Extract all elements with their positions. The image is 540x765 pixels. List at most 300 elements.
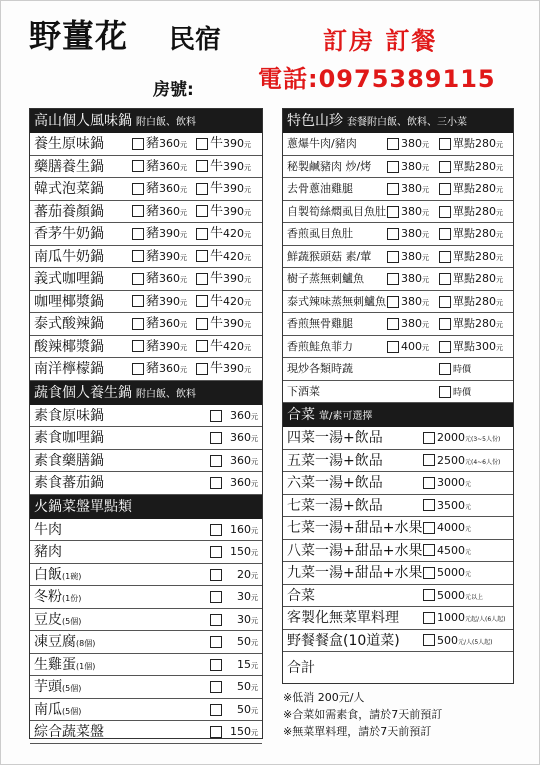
pork-checkbox[interactable] [132, 273, 144, 285]
item-checkbox[interactable] [423, 454, 435, 466]
item-checkbox[interactable] [423, 544, 435, 556]
checkbox-cell [210, 427, 224, 449]
item-name: 合菜 [287, 587, 315, 604]
item-name: 七菜一湯+甜品+水果 [287, 520, 423, 536]
set-option [387, 201, 429, 224]
logo: 野薑花 [29, 17, 129, 55]
item-name: 下酒菜 [287, 384, 320, 398]
single-option [439, 268, 503, 291]
note-line: ※無菜單料理，請於7天前預訂 [283, 725, 432, 738]
menu-row [283, 630, 513, 653]
unit: 元 [251, 661, 258, 670]
market-checkbox[interactable] [439, 386, 451, 398]
item-checkbox[interactable] [423, 499, 435, 511]
price-option [423, 427, 500, 450]
item-qty: (5個) [62, 684, 82, 693]
unit: 元 [251, 480, 258, 488]
unit: 元 [244, 231, 252, 239]
price: 360 [159, 204, 181, 218]
menu-row [283, 562, 513, 585]
single-checkbox[interactable] [439, 228, 451, 240]
price: 420 [223, 227, 245, 240]
unit: 元 [180, 141, 188, 149]
price-cell [230, 472, 258, 495]
price: 280 [475, 159, 496, 173]
unit: 元 [244, 276, 252, 284]
unit: 元 [422, 208, 429, 217]
item-checkbox[interactable] [210, 410, 222, 422]
price-cell [230, 450, 258, 473]
item-checkbox[interactable] [423, 477, 435, 489]
unit: 元 [180, 163, 188, 172]
item-name: 義式咖哩鍋 [34, 271, 104, 287]
set-checkbox[interactable] [387, 183, 399, 195]
set-checkbox[interactable] [387, 206, 399, 218]
set-checkbox[interactable] [387, 251, 399, 263]
price: 30 [237, 612, 251, 626]
item-name: 冬粉 [34, 589, 62, 605]
unit: 元(4~6人份) [465, 458, 501, 466]
checkbox-cell [210, 405, 224, 427]
item-qty: (8個) [76, 639, 96, 648]
single-checkbox[interactable] [439, 251, 451, 263]
price-option [423, 450, 500, 473]
price: 420 [223, 294, 245, 308]
price: 360 [230, 408, 251, 422]
beef-checkbox[interactable] [196, 205, 208, 217]
alpine-hotpot-list [30, 133, 262, 381]
pork-option [132, 156, 187, 179]
beef-checkbox[interactable] [196, 228, 208, 240]
item-checkbox[interactable] [423, 432, 435, 444]
unit: 元 [244, 343, 252, 352]
price: 360 [230, 453, 251, 467]
option-label: 豬 [146, 361, 160, 376]
beef-checkbox[interactable] [196, 363, 208, 375]
pork-checkbox[interactable] [132, 183, 144, 195]
item-name: 南瓜 [34, 701, 62, 718]
menu-row [30, 156, 262, 179]
market-checkbox[interactable] [439, 363, 451, 375]
item-name: 去骨蔥油雞腿 [287, 182, 353, 195]
price: 280 [475, 294, 496, 308]
set-option [387, 268, 429, 291]
menu-row [283, 540, 513, 563]
item-name: 樹子蒸無刺鱸魚 [287, 272, 364, 285]
price: 5000 [437, 566, 465, 579]
set-checkbox[interactable] [387, 318, 399, 330]
menu-row [283, 178, 513, 201]
menu-row [283, 156, 513, 179]
item-name: 芋頭 [34, 679, 62, 695]
single-option [439, 336, 503, 359]
beef-option [196, 291, 251, 314]
price: 360 [159, 317, 181, 330]
item-checkbox[interactable] [423, 567, 435, 579]
item-name: 泰式辣味蒸無刺鱸魚 [287, 294, 386, 308]
price: 3000 [437, 476, 465, 489]
price: 390 [159, 339, 181, 353]
beef-checkbox[interactable] [196, 160, 208, 172]
price-option [423, 562, 471, 585]
item-checkbox[interactable] [210, 432, 222, 444]
menu-row [283, 201, 513, 224]
item-qty: (5個) [62, 616, 82, 626]
single-checkbox[interactable] [439, 206, 451, 218]
option-label: 牛 [210, 361, 224, 376]
menu-row [30, 676, 262, 699]
menu-row [30, 586, 262, 609]
menu-row [30, 133, 262, 156]
unit: 元 [496, 321, 503, 329]
unit: 元 [465, 503, 472, 511]
price-option [423, 607, 506, 630]
price: 390 [223, 272, 245, 285]
unit: 元 [465, 548, 472, 556]
menu-row [30, 336, 262, 359]
beef-checkbox[interactable] [196, 250, 208, 262]
item-name: 素食蕃茄鍋 [34, 475, 104, 491]
unit: 元 [496, 298, 503, 307]
total-label: 合計 [287, 660, 315, 676]
price: 400 [401, 339, 422, 353]
single-checkbox[interactable] [439, 161, 451, 173]
price: 280 [475, 249, 496, 263]
price: 4000 [437, 521, 465, 534]
price: 390 [223, 159, 245, 173]
price: 390 [159, 249, 181, 263]
beef-option [196, 268, 251, 291]
price: 30 [237, 590, 251, 603]
item-name: 豆皮 [34, 611, 62, 628]
price: 360 [159, 137, 181, 150]
unit: 元 [180, 208, 188, 217]
single-checkbox[interactable] [439, 183, 451, 195]
option-label: 豬 [146, 136, 160, 151]
phone-number: 電話:0975389115 [258, 65, 496, 93]
single-option [439, 201, 503, 224]
item-name: 五菜一湯+飲品 [287, 452, 383, 469]
single-label: 單點 [453, 227, 475, 240]
price: 4500 [437, 543, 465, 557]
section-header-veg [30, 381, 262, 405]
total-row [283, 652, 513, 684]
unit: 元 [180, 253, 188, 262]
checkbox-cell [210, 699, 224, 721]
pork-checkbox[interactable] [132, 205, 144, 217]
menu-row [283, 495, 513, 518]
unit: 元 [496, 276, 503, 284]
unit: 元 [180, 186, 188, 194]
price-option [423, 472, 471, 495]
item-name-group [34, 631, 95, 654]
item-checkbox[interactable] [210, 614, 222, 626]
item-name: 韓式泡菜鍋 [34, 181, 104, 197]
right-column [282, 108, 514, 684]
option-label: 牛 [210, 226, 224, 241]
menu-row [283, 450, 513, 473]
single-label: 單點 [453, 249, 475, 263]
price-cell [237, 699, 258, 722]
price: 420 [223, 249, 245, 263]
note-line: ※低消 200元/人 [283, 691, 365, 704]
item-qty: (1碗) [62, 571, 82, 581]
beef-option [196, 246, 251, 269]
item-name-group [34, 676, 81, 699]
single-option [439, 156, 503, 179]
left-column [29, 108, 263, 739]
item-name: 蕃茄養顏鍋 [34, 203, 104, 220]
menu-row [283, 427, 513, 450]
set-checkbox[interactable] [387, 161, 399, 173]
item-checkbox[interactable] [210, 569, 222, 581]
unit: 元 [251, 571, 258, 580]
single-option [439, 291, 503, 314]
beef-checkbox[interactable] [196, 295, 208, 307]
beef-checkbox[interactable] [196, 273, 208, 285]
header [1, 1, 540, 105]
menu-row [30, 223, 262, 246]
pork-option [132, 336, 187, 359]
pork-option [132, 133, 187, 156]
pork-option [132, 358, 187, 381]
beef-option [196, 358, 251, 381]
item-name: 自製筍絲燜虱目魚肚 [287, 204, 386, 218]
option-label: 牛 [210, 181, 224, 196]
room-label: 房號: [153, 80, 194, 100]
unit: 元 [244, 321, 252, 329]
price: 280 [475, 182, 496, 195]
item-name-group [34, 721, 104, 744]
single-option [439, 133, 503, 156]
set-checkbox[interactable] [387, 341, 399, 353]
pork-checkbox[interactable] [132, 138, 144, 150]
beef-option [196, 133, 251, 156]
price: 390 [223, 317, 245, 330]
item-checkbox[interactable] [210, 591, 222, 603]
item-checkbox[interactable] [210, 726, 222, 738]
pork-checkbox[interactable] [132, 295, 144, 307]
pork-checkbox[interactable] [132, 318, 144, 330]
item-name-group [34, 541, 62, 564]
booking-text: 訂房 訂餐 [323, 27, 438, 55]
set-option [387, 178, 429, 201]
single-label: 單點 [453, 137, 475, 150]
set-option [387, 133, 429, 156]
price-cell [237, 676, 258, 699]
checkbox-cell [210, 472, 224, 494]
item-name: 七菜一湯+飲品 [287, 497, 383, 514]
price: 360 [230, 476, 251, 489]
item-name: 野餐餐盒(10道菜) [287, 632, 400, 649]
item-name: 蔥爆牛肉/豬肉 [287, 137, 357, 150]
price: 380 [401, 272, 422, 285]
menu-row [30, 564, 262, 587]
option-label: 豬 [146, 316, 160, 331]
section-title: 特色山珍 [287, 113, 343, 129]
single-checkbox[interactable] [439, 341, 451, 353]
unit: 元 [251, 549, 258, 557]
item-name: 豬肉 [34, 544, 62, 560]
price-option [423, 585, 483, 608]
item-name: 綜合蔬菜盤 [34, 724, 104, 740]
pork-option [132, 246, 187, 269]
set-checkbox[interactable] [387, 273, 399, 285]
item-checkbox[interactable] [423, 522, 435, 534]
single-checkbox[interactable] [439, 138, 451, 150]
item-name: 南洋檸檬鍋 [34, 361, 104, 377]
item-name: 鮮蔬猴頭菇 素/葷 [287, 249, 372, 263]
sides-list [30, 519, 262, 744]
checkbox-cell [210, 721, 224, 743]
price-cell [237, 654, 258, 677]
menu-row [30, 450, 262, 473]
price-cell [230, 541, 258, 564]
item-checkbox[interactable] [210, 546, 222, 558]
price: 1000 [437, 611, 465, 624]
item-checkbox[interactable] [210, 455, 222, 467]
item-checkbox[interactable] [423, 612, 435, 624]
single-checkbox[interactable] [439, 273, 451, 285]
price: 150 [230, 725, 251, 738]
pork-checkbox[interactable] [132, 160, 144, 172]
item-name: 養生原味鍋 [34, 136, 104, 152]
price: 380 [401, 294, 422, 308]
section-title: 合菜 [287, 407, 315, 423]
unit: 元/人(5人起) [458, 638, 493, 646]
item-name: 咖哩椰漿鍋 [34, 293, 104, 310]
price: 360 [159, 272, 181, 285]
item-checkbox[interactable] [210, 704, 222, 716]
price: 500 [437, 633, 458, 647]
price: 380 [401, 159, 422, 173]
unit: 元 [422, 276, 429, 284]
item-checkbox[interactable] [210, 681, 222, 693]
unit: 元 [244, 298, 252, 307]
price: 390 [223, 182, 245, 195]
menu-row [30, 541, 262, 564]
pork-option [132, 178, 187, 201]
unit: 元 [251, 729, 258, 737]
option-label: 豬 [146, 271, 160, 286]
unit: 元 [251, 594, 258, 602]
single-option [439, 313, 503, 336]
unit: 元 [180, 366, 188, 374]
set-option [387, 223, 429, 246]
single-checkbox[interactable] [439, 318, 451, 330]
option-label: 牛 [210, 248, 224, 264]
section-note: 附白飯、飲料 [136, 117, 196, 128]
menu-row [30, 313, 262, 336]
menu-row [283, 336, 513, 359]
item-checkbox[interactable] [423, 589, 435, 601]
price-option [423, 495, 471, 518]
price: 390 [223, 204, 245, 218]
set-option [387, 246, 429, 269]
menu-row [283, 246, 513, 269]
price: 380 [401, 182, 422, 195]
single-label: 單點 [453, 294, 475, 308]
beef-checkbox[interactable] [196, 318, 208, 330]
beef-checkbox[interactable] [196, 138, 208, 150]
price: 390 [159, 227, 181, 240]
menu-row [30, 699, 262, 722]
section-title: 高山個人風味鍋 [34, 113, 132, 129]
price-option [423, 517, 471, 540]
set-checkbox[interactable] [387, 228, 399, 240]
unit: 元 [180, 343, 188, 352]
unit: 元 [180, 276, 188, 284]
unit: 元 [422, 321, 429, 329]
unit: 元 [422, 231, 429, 239]
item-checkbox[interactable] [210, 524, 222, 536]
unit: 元 [180, 321, 188, 329]
price: 390 [223, 137, 245, 150]
item-checkbox[interactable] [210, 659, 222, 671]
item-name: 素食藥膳鍋 [34, 452, 104, 469]
menu-row [283, 268, 513, 291]
price-cell [237, 586, 258, 609]
section-note: 葷/素可選擇 [319, 411, 373, 422]
beef-checkbox[interactable] [196, 340, 208, 352]
set-checkbox[interactable] [387, 138, 399, 150]
price: 360 [230, 431, 251, 444]
set-checkbox[interactable] [387, 296, 399, 308]
pork-checkbox[interactable] [132, 363, 144, 375]
single-label: 單點 [453, 159, 475, 173]
menu-row [283, 313, 513, 336]
beef-checkbox[interactable] [196, 183, 208, 195]
set-meal-list [283, 427, 513, 652]
single-checkbox[interactable] [439, 296, 451, 308]
beef-option [196, 313, 251, 336]
option-label: 牛 [210, 293, 224, 309]
section-note: 附白飯、飲料 [136, 388, 196, 400]
single-label: 單點 [453, 204, 475, 218]
price: 420 [223, 339, 245, 353]
veg-hotpot-list [30, 405, 262, 495]
item-name: 凍豆腐 [34, 634, 76, 650]
item-name-group [34, 519, 62, 542]
section-header-set [283, 403, 513, 427]
item-name: 香煎虱目魚肚 [287, 227, 353, 240]
price: 390 [159, 294, 181, 308]
price: 300 [475, 339, 496, 353]
pork-checkbox[interactable] [132, 340, 144, 352]
pork-checkbox[interactable] [132, 228, 144, 240]
unit: 元 [251, 706, 258, 715]
item-checkbox[interactable] [210, 477, 222, 489]
note-line: ※合菜如需素食，請於7天前預訂 [283, 708, 443, 721]
option-label: 牛 [210, 316, 224, 331]
section-header-sides [30, 495, 262, 519]
unit: 元 [422, 253, 429, 262]
item-checkbox[interactable] [210, 636, 222, 648]
price: 360 [159, 159, 181, 173]
item-name-group [34, 586, 81, 609]
price-option [423, 630, 493, 653]
pork-checkbox[interactable] [132, 250, 144, 262]
unit: 元 [244, 163, 252, 172]
menu-row [283, 472, 513, 495]
pork-option [132, 291, 187, 314]
price: 15 [237, 657, 251, 671]
item-checkbox[interactable] [423, 634, 435, 646]
option-label: 豬 [146, 338, 160, 354]
item-name: 香煎無骨雞腿 [287, 317, 353, 330]
item-name: 酸辣椰漿鍋 [34, 338, 104, 355]
price: 50 [237, 635, 251, 648]
